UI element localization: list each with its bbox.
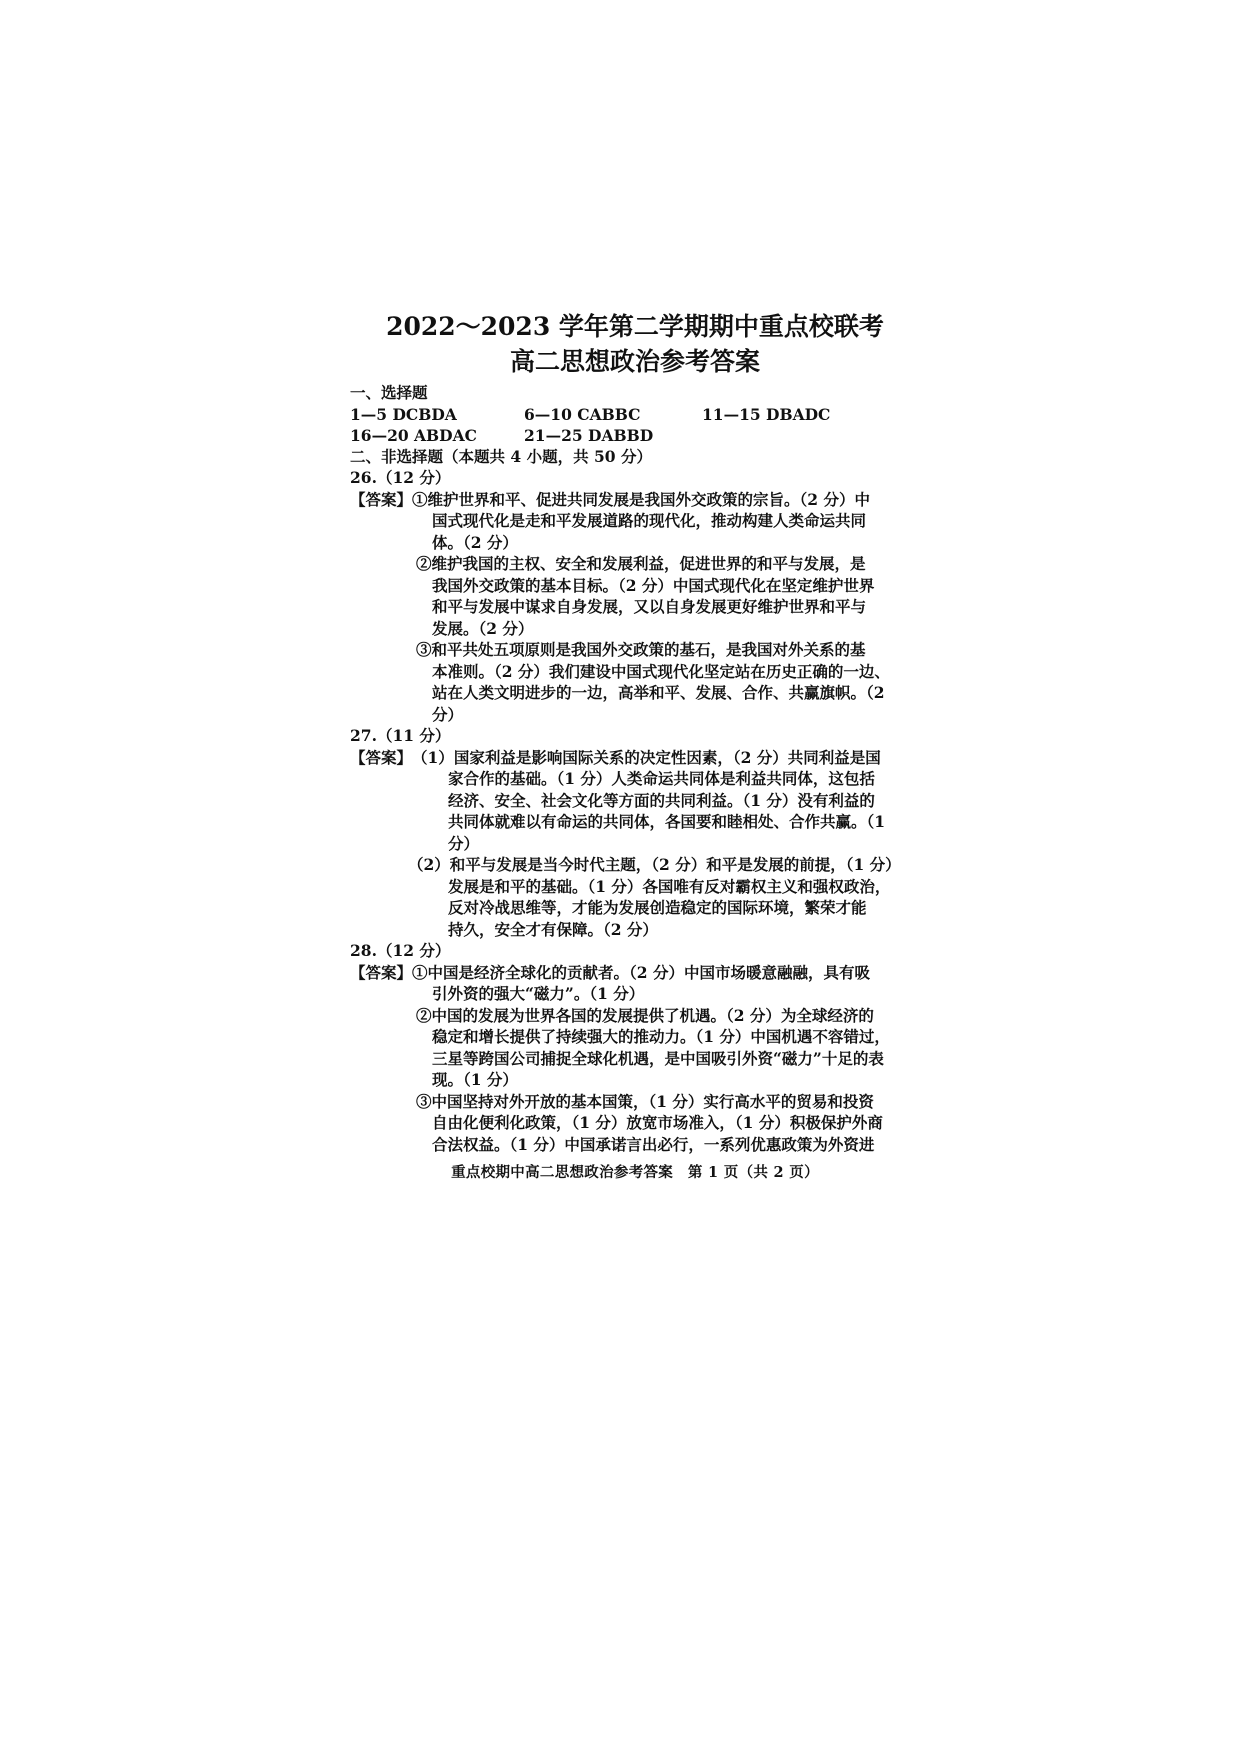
choice-answer-row (350, 404, 920, 425)
answer-line: ①中国是经济全球化的贡献者。（2 分）中国市场暖意融融，具有吸 (412, 962, 870, 982)
choice-answer-cell: 16—20 ABDAC (350, 425, 477, 445)
answer-label: 【答案】 (350, 962, 413, 982)
answer-line: 家合作的基础。（1 分）人类命运共同体是利益共同体，这包括 (448, 769, 875, 788)
part-number: （1） (412, 747, 454, 767)
answer-line: 和平与发展中谋求自身发展，又以自身发展更好维护世界和平与 (432, 597, 867, 616)
answer-line: 发展。（2 分） (432, 618, 534, 638)
answer-line: 三星等跨国公司捕捉全球化机遇，是中国吸引外资“磁力”十足的表 (432, 1048, 884, 1068)
answer-line: ②中国的发展为世界各国的发展提供了机遇。（2 分）为全球经济的 (416, 1005, 874, 1025)
question-27-answer (350, 747, 920, 769)
answer-line: 国式现代化是走和平发展道路的现代化，推动构建人类命运共同 (432, 511, 867, 530)
page-footer: 重点校期中高二思想政治参考答案 第 1 页（共 2 页） (451, 1164, 819, 1181)
answer-label: 【答案】 (350, 747, 413, 767)
answer-line: 稳定和增长提供了持续强大的推动力。（1 分）中国机遇不容错过， (432, 1027, 890, 1046)
answer-sheet (350, 310, 920, 1185)
answer-label: 【答案】 (350, 489, 413, 509)
question-28-answer (350, 962, 920, 984)
question-26-answer (350, 489, 920, 511)
answer-line: 国家利益是影响国际关系的决定性因素，（2 分）共同利益是国 (453, 747, 881, 767)
answer-line: 站在人类文明进步的一边，高举和平、发展、合作、共赢旗帜。（2 (432, 683, 885, 702)
question-28-heading: 28.（12 分） (350, 941, 451, 960)
section-heading-choice: 一、选择题 (350, 383, 428, 402)
answer-line: ③中国坚持对外开放的基本国策，（1 分）实行高水平的贸易和投资 (416, 1091, 874, 1111)
question-26-heading: 26.（12 分） (350, 468, 451, 487)
question-27-heading: 27.（11 分） (350, 726, 451, 745)
answer-line: ①维护世界和平、促进共同发展是我国外交政策的宗旨。（2 分）中 (412, 489, 870, 509)
choice-answer-cell: 21—25 DABBD (524, 425, 654, 445)
choice-answer-cell: 6—10 CABBC (524, 404, 641, 424)
answer-line: 分） (448, 833, 480, 853)
answer-line: 持久，安全才有保障。（2 分） (448, 919, 658, 939)
answer-line: 分） (432, 704, 464, 724)
answer-line: 本准则。（2 分）我们建设中国式现代化坚定站在历史正确的一边、 (432, 661, 890, 681)
answer-line: 合法权益。（1 分）中国承诺言出必行，一系列优惠政策为外资进 (432, 1134, 875, 1154)
answer-line: ③和平共处五项原则是我国外交政策的基石，是我国对外关系的基 (416, 640, 866, 659)
answer-line: 经济、安全、社会文化等方面的共同利益。（1 分）没有利益的 (448, 790, 875, 810)
answer-line: 体。（2 分） (432, 532, 518, 552)
answer-line: 引外资的强大“磁力”。（1 分） (432, 984, 645, 1003)
part-number: （2） (408, 855, 450, 874)
choice-answer-cell: 1—5 DCBDA (350, 404, 457, 424)
answer-line: 自由化便利化政策，（1 分）放宽市场准入，（1 分）积极保护外商 (432, 1113, 883, 1132)
document-subtitle: 高二思想政治参考答案 (509, 347, 760, 376)
choice-answer-row (350, 425, 920, 446)
answer-line: 反对冷战思维等，才能为发展创造稳定的国际环境，繁荣才能 (448, 898, 867, 917)
answer-line: 共同体就难以有命运的共同体，各国要和睦相处、合作共赢。（1 (448, 812, 886, 831)
answer-line: ②维护我国的主权、安全和发展利益，促进世界的和平与发展，是 (416, 554, 866, 573)
answer-line: 现。（1 分） (432, 1070, 518, 1089)
question-27-part-2 (350, 854, 920, 876)
answer-line: 和平与发展是当今时代主题，（2 分）和平是发展的前提，（1 分） (449, 855, 901, 874)
answer-line: 我国外交政策的基本目标。（2 分）中国式现代化在坚定维护世界 (432, 575, 875, 595)
choice-answer-cell: 11—15 DBADC (702, 404, 831, 424)
document-title: 2022～2023 学年第二学期期中重点校联考 (386, 312, 884, 341)
section-heading-nonchoice: 二、非选择题（本题共 4 小题，共 50 分） (350, 446, 652, 466)
answer-line: 发展是和平的基础。（1 分）各国唯有反对霸权主义和强权政治， (448, 876, 891, 896)
